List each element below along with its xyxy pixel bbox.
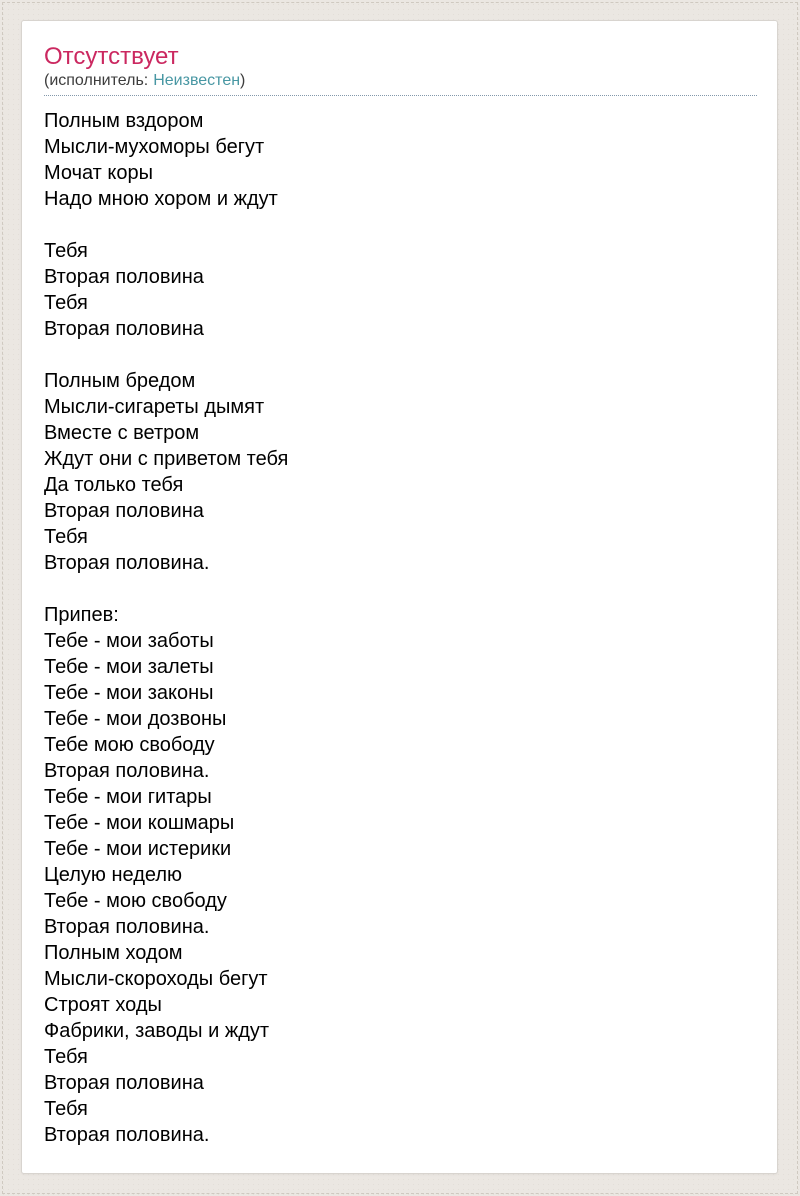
lyrics-line: Вместе с ветром bbox=[44, 422, 200, 444]
lyrics-line: Строят ходы bbox=[44, 994, 162, 1016]
lyrics-line bbox=[44, 342, 757, 368]
lyrics-line: Вторая половина. bbox=[44, 760, 210, 782]
lyrics-line: Вторая половина bbox=[44, 266, 204, 288]
lyrics-line: Тебя bbox=[44, 526, 88, 548]
artist-line bbox=[44, 71, 757, 91]
lyrics-line: Тебя bbox=[44, 1046, 88, 1068]
lyrics-line: Припев: bbox=[44, 604, 119, 626]
lyrics-line: Вторая половина bbox=[44, 1072, 204, 1094]
lyrics-line: Тебе - мои залеты bbox=[44, 656, 214, 678]
lyrics-text bbox=[44, 108, 757, 1148]
artist-suffix: ) bbox=[240, 72, 246, 89]
lyrics-line bbox=[44, 576, 757, 602]
lyrics-line: Надо мною хором и ждут bbox=[44, 188, 278, 210]
lyrics-line: Тебя bbox=[44, 1098, 88, 1120]
lyrics-line: Вторая половина. bbox=[44, 1124, 210, 1146]
lyrics-line: Тебе - мою свободу bbox=[44, 890, 227, 912]
lyrics-line: Тебе - мои законы bbox=[44, 682, 214, 704]
lyrics-line: Тебе - мои кошмары bbox=[44, 812, 235, 834]
lyrics-line: Тебя bbox=[44, 240, 88, 262]
lyrics-line: Полным ходом bbox=[44, 942, 183, 964]
lyrics-line: Целую неделю bbox=[44, 864, 183, 886]
lyrics-line: Тебе мою свободу bbox=[44, 734, 215, 756]
lyrics-line: Тебе - мои заботы bbox=[44, 630, 214, 652]
lyrics-line: Мочат коры bbox=[44, 162, 153, 184]
lyrics-line bbox=[44, 212, 757, 238]
lyrics-line: Тебе - мои гитары bbox=[44, 786, 212, 808]
artist-label: (исполнитель: bbox=[44, 72, 149, 89]
lyrics-line: Полным бредом bbox=[44, 370, 196, 392]
song-header bbox=[44, 43, 757, 96]
lyrics-line: Вторая половина bbox=[44, 500, 204, 522]
lyrics-line: Мысли-сигареты дымят bbox=[44, 396, 265, 418]
lyrics-line: Тебя bbox=[44, 292, 88, 314]
lyrics-card bbox=[21, 20, 778, 1174]
lyrics-line: Тебе - мои истерики bbox=[44, 838, 232, 860]
lyrics-line: Мысли-мухоморы бегут bbox=[44, 136, 265, 158]
lyrics-line: Мысли-скороходы бегут bbox=[44, 968, 268, 990]
lyrics-line: Ждут они с приветом тебя bbox=[44, 448, 289, 470]
lyrics-line: Вторая половина. bbox=[44, 552, 210, 574]
lyrics-line: Да только тебя bbox=[44, 474, 184, 496]
artist-link[interactable]: Неизвестен bbox=[153, 72, 241, 89]
lyrics-line: Тебе - мои дозвоны bbox=[44, 708, 227, 730]
lyrics-line: Вторая половина bbox=[44, 318, 204, 340]
lyrics-line: Фабрики, заводы и ждут bbox=[44, 1020, 270, 1042]
song-title: Отсутствует bbox=[44, 43, 179, 70]
lyrics-line: Вторая половина. bbox=[44, 916, 210, 938]
lyrics-line: Полным вздором bbox=[44, 110, 204, 132]
